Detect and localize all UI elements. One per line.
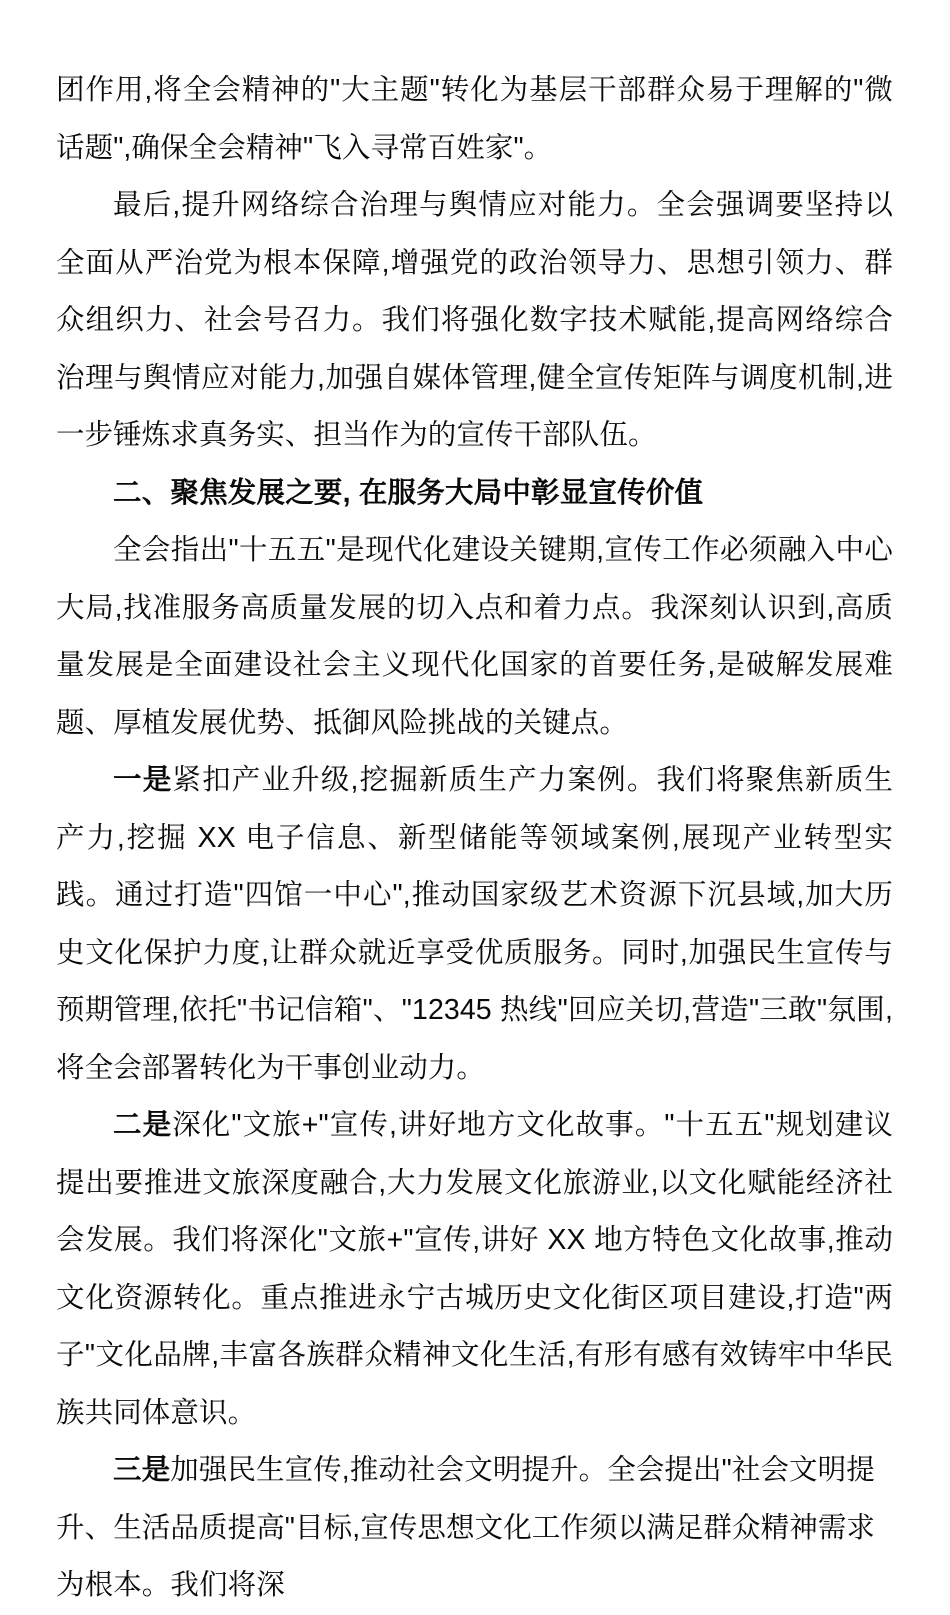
document-body xyxy=(56,62,893,1615)
point-two-body: 深化"文旅+"宣传,讲好地方文化故事。"十五五"规划建议提出要推进文旅深度融合,大力发展文化旅游业,以文化赋能经济社会发展。我们将深化"文旅+"宣传,讲好 XX 地方特色文化故事,推动文化资源转化。重点推进永宁古城历史文化街区项目建设,打造"两子"文化品牌,丰富各族群众精神文化生活,有形有感有效铸牢中华民族共同体意识。 xyxy=(56,1109,893,1429)
point-three-lead: 三是 xyxy=(113,1454,171,1486)
paragraph-continuation: 团作用,将全会精神的"大主题"转化为基层干部群众易于理解的"微话题",确保全会精神"飞入寻常百姓家"。 xyxy=(56,74,893,164)
paragraph-point-one xyxy=(56,752,893,1097)
paragraph-point-three xyxy=(56,1442,893,1615)
point-one-lead: 一是 xyxy=(113,764,173,796)
paragraph-point-two xyxy=(56,1097,893,1442)
section-heading-two: 二、聚焦发展之要, 在服务大局中彰显宣传价值 xyxy=(113,476,704,509)
paragraph-high-quality-development: 全会指出"十五五"是现代化建设关键期,宣传工作必须融入中心大局,找准服务高质量发展的切入点和着力点。我深刻认识到,高质量发展是全面建设社会主义现代化国家的首要任务,是破解发展难题、厚植发展优势、抵御风险挑战的关键点。 xyxy=(56,534,893,739)
point-one-body: 紧扣产业升级,挖掘新质生产力案例。我们将聚焦新质生产力,挖掘 XX 电子信息、新型储能等领域案例,展现产业转型实践。通过打造"四馆一中心",推动国家级艺术资源下沉县域,加大历史文化保护力度,让群众就近享受优质服务。同时,加强民生宣传与预期管理,依托"书记信箱"、"12345 热线"回应关切,营造"三敢"氛围,将全会部署转化为干事创业动力。 xyxy=(56,764,894,1084)
paragraph-network-governance: 最后,提升网络综合治理与舆情应对能力。全会强调要坚持以全面从严治党为根本保障,增强党的政治领导力、思想引领力、群众组织力、社会号召力。我们将强化数字技术赋能,提高网络综合治理与舆情应对能力,加强自媒体管理,健全宣传矩阵与调度机制,进一步锤炼求真务实、担当作为的宣传干部队伍。 xyxy=(56,189,893,451)
point-three-body: 加强民生宣传,推动社会文明提升。全会提出"社会文明提升、生活品质提高"目标,宣传思想文化工作须以满足群众精神需求为根本。我们将深 xyxy=(56,1454,876,1601)
point-two-lead: 二是 xyxy=(113,1109,173,1141)
